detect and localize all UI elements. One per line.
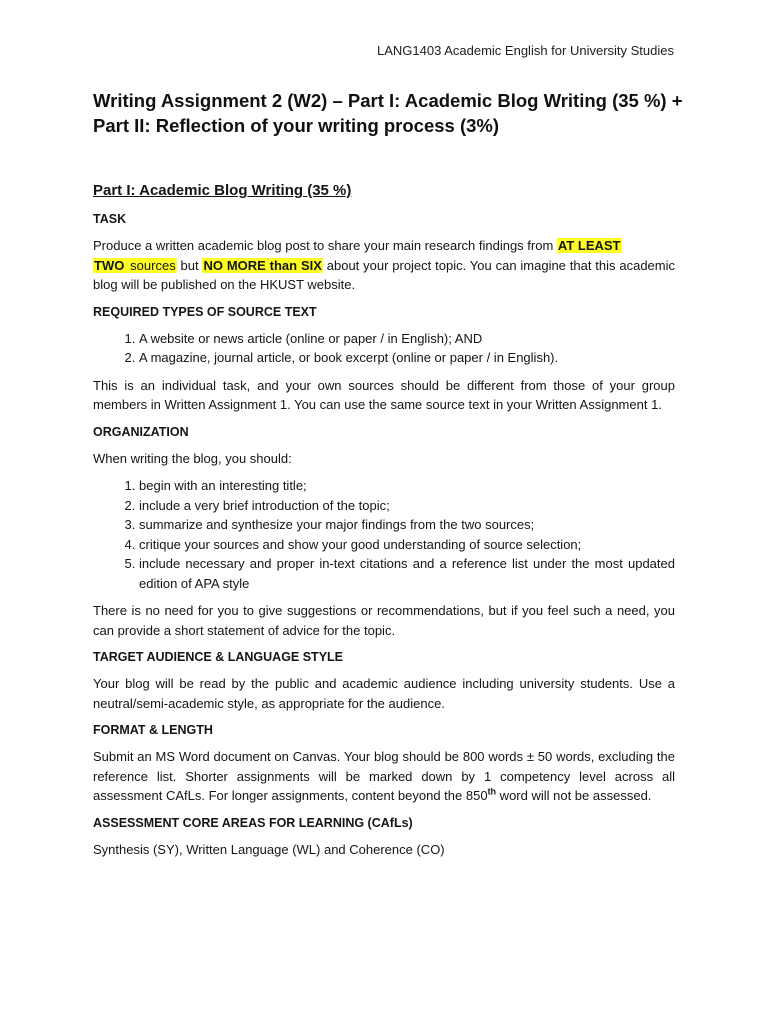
list-item: 2. A magazine, journal article, or book excerpt (online or paper / in English). <box>139 348 675 368</box>
advice-note: There is no need for you to give suggestions or recommendations, but if you feel such a need, you can provide a short statement of advice for the topic. <box>93 603 675 638</box>
part-one-heading: Part I: Academic Blog Writing (35 %) <box>93 182 352 199</box>
assignment-title <box>93 88 683 138</box>
list-item: 3. summarize and synthesize your major findings from the two sources; <box>139 515 675 535</box>
organization-list <box>93 476 675 593</box>
list-item: 5. include necessary and proper in-text citations and a reference list under the most updated edition of APA style <box>139 554 675 593</box>
highlight-no-more-than-six: NO MORE than SIX <box>203 257 322 273</box>
format-length-text <box>93 747 675 806</box>
list-item: 4. critique your sources and show your good understanding of source selection; <box>139 535 675 555</box>
course-header: LANG1403 Academic English for University Studies <box>377 43 674 58</box>
audience-style-label: TARGET AUDIENCE & LANGUAGE STYLE <box>93 650 344 664</box>
task-text-end: about your project topic. You can imagine that this academic blog will be published on the HKUST website. <box>93 257 675 292</box>
assignment-content <box>93 180 675 867</box>
format-length-main: Submit an MS Word document on Canvas. Your blog should be 800 words ± 50 words, excluding the reference list. Shorter assignments will be marked down by 1 competency level across all assessment CAfLs. For longer assignments, content beyond the 850 <box>93 749 675 803</box>
format-length-end: word will not be assessed. <box>496 788 652 803</box>
list-item: 2. include a very brief introduction of the topic; <box>139 496 675 516</box>
ordinal-superscript: th <box>487 786 497 797</box>
list-item: 1. begin with an interesting title; <box>139 476 675 496</box>
highlight-two: TWO <box>94 257 125 273</box>
required-source-list <box>93 329 675 368</box>
highlight-at-least: AT LEAST <box>557 238 621 253</box>
individual-task-note: This is an individual task, and your own sources should be different from those of your group members in Written Assignment 1. You can use the same source text in your Written Assignment 1. <box>93 377 675 412</box>
format-length-label: FORMAT & LENGTH <box>93 723 213 737</box>
audience-style-text: Your blog will be read by the public and academic audience including university students. Use a neutral/semi-academic style, as appropriate for the audience. <box>93 676 675 711</box>
title-line-1: Writing Assignment 2 (W2) – Part I: Academic Blog Writing (35 %) + <box>93 90 683 111</box>
task-text-middle: but <box>176 257 203 273</box>
list-item: 1. A website or news article (online or paper / in English); AND <box>139 329 675 349</box>
core-areas-text: Synthesis (SY), Written Language (WL) and Coherence (CO) <box>93 841 445 857</box>
task-label: TASK <box>93 212 127 226</box>
organization-intro: When writing the blog, you should: <box>93 450 292 466</box>
task-text-start: Produce a written academic blog post to share your main research findings from <box>93 238 557 253</box>
organization-label: ORGANIZATION <box>93 424 189 439</box>
task-paragraph <box>93 236 675 295</box>
highlight-sources: sources <box>126 257 176 273</box>
required-types-label: REQUIRED TYPES OF SOURCE TEXT <box>93 304 317 319</box>
title-line-2: Part II: Reflection of your writing process (3%) <box>93 115 500 136</box>
core-areas-label: ASSESSMENT CORE AREAS FOR LEARNING (CAfLs) <box>93 815 413 830</box>
